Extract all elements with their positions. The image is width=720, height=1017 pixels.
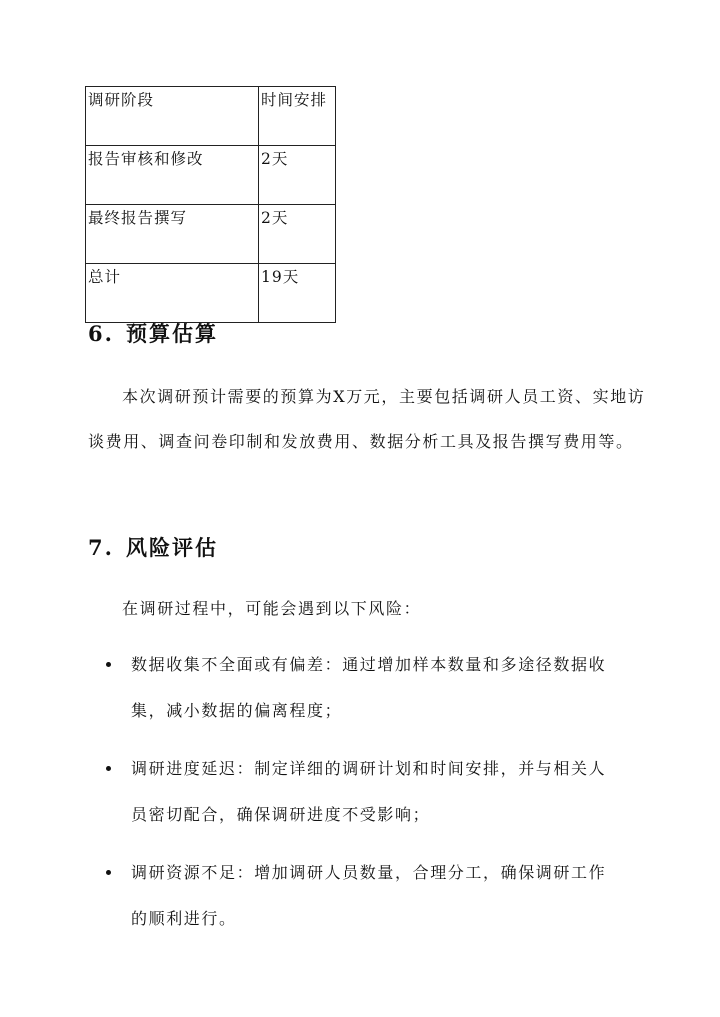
list-item bbox=[104, 642, 664, 734]
section-7-number: 7. bbox=[88, 535, 114, 560]
bullet-icon bbox=[106, 766, 111, 771]
section-6-heading bbox=[88, 318, 218, 348]
table-row bbox=[86, 87, 336, 146]
section-7-heading bbox=[88, 532, 218, 562]
section-6-title: 预算估算 bbox=[126, 321, 218, 346]
table-row bbox=[86, 146, 336, 205]
table-cell-stage: 调研阶段 bbox=[86, 87, 259, 146]
table-cell-time: 2天 bbox=[259, 205, 336, 264]
table-cell-stage: 最终报告撰写 bbox=[86, 205, 259, 264]
risk-text: 调研进度延迟：制定详细的调研计划和时间安排，并与相关人员密切配合，确保调研进度不受影响； bbox=[131, 759, 607, 824]
table-cell-time: 时间安排 bbox=[259, 87, 336, 146]
section-6-number: 6. bbox=[88, 321, 114, 346]
risk-list bbox=[104, 642, 664, 942]
table-cell-stage: 报告审核和修改 bbox=[86, 146, 259, 205]
bullet-icon bbox=[106, 870, 111, 875]
risk-text: 调研资源不足：增加调研人员数量，合理分工，确保调研工作的顺利进行。 bbox=[131, 863, 607, 928]
table-cell-stage: 总计 bbox=[86, 264, 259, 323]
table-cell-time: 19天 bbox=[259, 264, 336, 323]
risk-text: 数据收集不全面或有偏差：通过增加样本数量和多途径数据收集，减小数据的偏离程度； bbox=[131, 655, 607, 720]
table-row bbox=[86, 205, 336, 264]
budget-paragraph: 本次调研预计需要的预算为X万元，主要包括调研人员工资、实地访谈费用、调查问卷印制和发放费用、数据分析工具及报告撰写费用等。 bbox=[88, 387, 646, 451]
section-7-title: 风险评估 bbox=[126, 535, 218, 560]
bullet-icon bbox=[106, 662, 111, 667]
schedule-table bbox=[85, 86, 336, 323]
table-row bbox=[86, 264, 336, 323]
table-cell-time: 2天 bbox=[259, 146, 336, 205]
risk-intro: 在调研过程中，可能会遇到以下风险： bbox=[122, 599, 422, 618]
list-item bbox=[104, 746, 664, 838]
list-item bbox=[104, 850, 664, 942]
